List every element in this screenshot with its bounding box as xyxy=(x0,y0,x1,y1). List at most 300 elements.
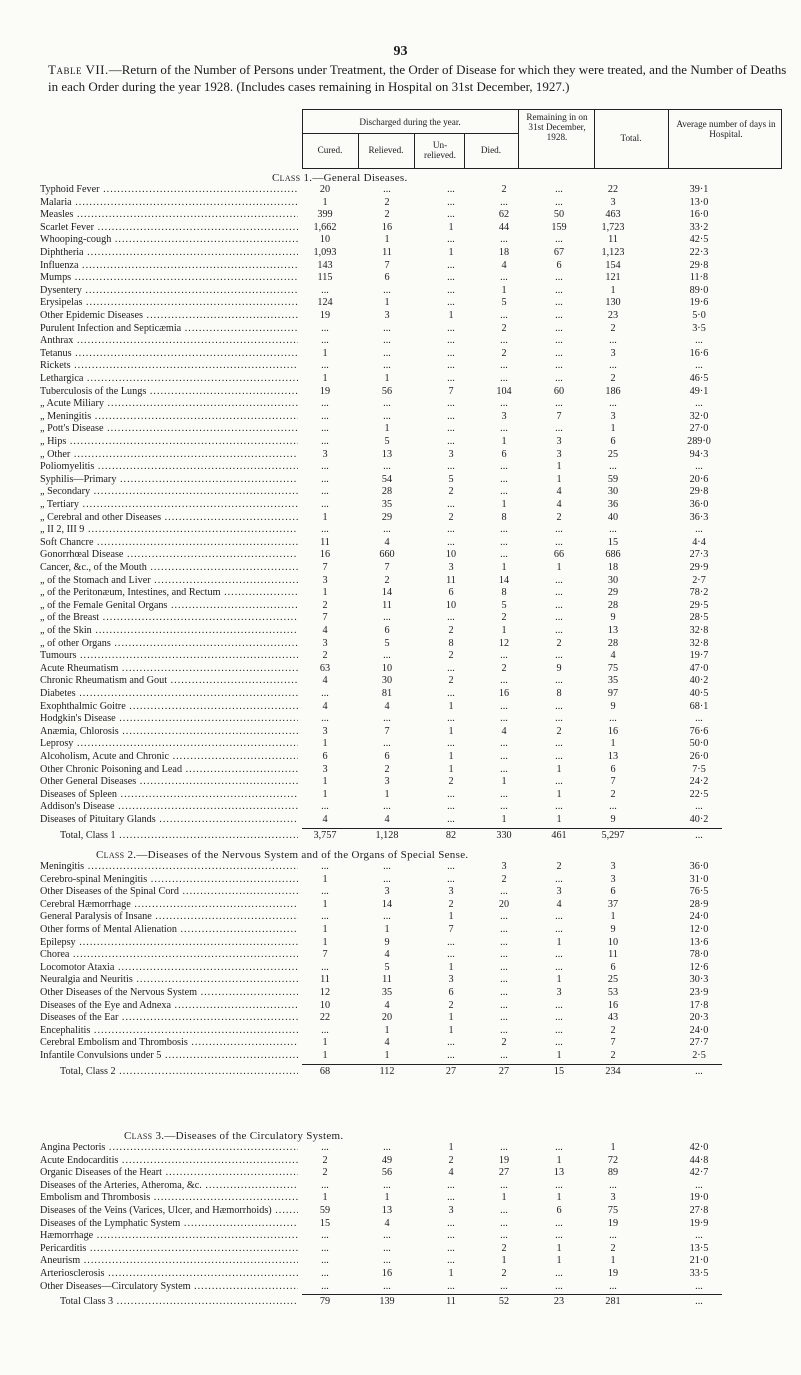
cured-cell: ... xyxy=(321,911,329,923)
died-cell: 2 xyxy=(501,184,507,195)
relieved-cell: 1 xyxy=(384,234,390,246)
average-days-cell: 44·8 xyxy=(689,1154,709,1166)
disease-label: Typhoid Fever ..... xyxy=(40,184,298,197)
total-cell: 25 xyxy=(607,974,619,986)
discharged-header: Discharged during the year. xyxy=(359,117,461,127)
average-days-cell: 27·8 xyxy=(689,1205,709,1216)
relieved-cell: 1 xyxy=(384,423,390,435)
cured-cell: 12 xyxy=(319,987,331,998)
average-days-cell: 21·0 xyxy=(689,1255,709,1267)
table-row xyxy=(40,974,785,987)
average-days-cell: 24·2 xyxy=(689,776,709,788)
total-cell: 13 xyxy=(607,751,619,762)
average-days-cell: 2·7 xyxy=(692,574,706,586)
disease-label: Other Diseases of the Nervous System ..... xyxy=(40,987,298,1000)
relieved-cell: ... xyxy=(383,1280,391,1292)
disease-label: Diabetes ..... xyxy=(40,688,298,701)
table-row xyxy=(40,1255,785,1268)
relieved-cell: ... xyxy=(383,713,391,725)
remaining-cell: 67 xyxy=(553,247,565,258)
table-row xyxy=(40,587,785,600)
disease-label: Acute Endocarditis ..... xyxy=(40,1155,298,1168)
died-cell: 4 xyxy=(501,259,507,271)
section-heading xyxy=(96,849,468,861)
unrelieved-cell: 82 xyxy=(445,829,457,841)
remaining-cell: ... xyxy=(555,536,563,548)
table-row xyxy=(40,373,785,386)
class-title: —Diseases of the Nervous System and of the Organs of Special Sense. xyxy=(136,849,469,861)
table-row xyxy=(40,499,785,512)
average-days-cell: 42·0 xyxy=(689,1142,709,1153)
died-cell: ... xyxy=(500,524,508,536)
disease-label: „ of the Breast ..... xyxy=(40,612,298,625)
unrelieved-cell: ... xyxy=(447,1280,455,1292)
total-cell: 22 xyxy=(607,184,619,195)
unrelieved-cell: 11 xyxy=(446,1296,456,1308)
remaining-cell: 9 xyxy=(556,662,562,674)
cured-cell: 4 xyxy=(322,625,328,636)
died-cell: 1 xyxy=(501,562,507,573)
unrelieved-cell: ... xyxy=(447,398,455,410)
died-cell: 14 xyxy=(498,574,510,586)
table-row xyxy=(40,1281,785,1294)
table-row xyxy=(40,197,785,210)
total-cell: 1,123 xyxy=(601,247,625,258)
relieved-cell: 54 xyxy=(381,473,393,485)
disease-label: Cerebral Hæmorrhage ..... xyxy=(40,899,298,912)
section-heading xyxy=(124,1130,343,1142)
unrelieved-cell: ... xyxy=(447,1255,455,1267)
relieved-cell: 11 xyxy=(382,974,392,986)
total-cell: 3 xyxy=(610,1192,616,1204)
average-days-cell: 20·6 xyxy=(689,473,709,485)
class-title: —General Diseases. xyxy=(312,172,408,184)
disease-label: Other General Diseases ..... xyxy=(40,776,298,789)
relieved-cell: 3 xyxy=(384,776,390,788)
unrelieved-cell: 2 xyxy=(448,511,454,523)
average-days-cell: ... xyxy=(695,801,703,813)
relieved-cell: 3 xyxy=(384,310,390,321)
cured-cell: 1,093 xyxy=(313,247,337,258)
table-row xyxy=(40,449,785,462)
cured-cell: ... xyxy=(321,322,329,334)
died-cell: ... xyxy=(500,788,508,800)
total-cell: 36 xyxy=(607,499,619,510)
table-row xyxy=(40,911,785,924)
relieved-cell: 4 xyxy=(384,814,390,825)
table-row xyxy=(40,1012,785,1025)
unrelieved-cell: ... xyxy=(447,410,455,422)
unrelieved-cell: ... xyxy=(447,360,455,372)
disease-label: Exophthalmic Goitre ..... xyxy=(40,701,298,714)
unrelieved-cell: 3 xyxy=(448,448,454,460)
cured-cell: ... xyxy=(321,1024,329,1036)
table-row xyxy=(40,436,785,449)
unrelieved-cell: ... xyxy=(447,612,455,624)
disease-label: Locomotor Ataxia ..... xyxy=(40,962,298,975)
died-cell: ... xyxy=(500,423,508,435)
relieved-cell: ... xyxy=(383,1179,391,1191)
died-cell: ... xyxy=(500,650,508,662)
remaining-cell: ... xyxy=(555,373,563,384)
table-row xyxy=(40,234,785,247)
disease-label: Hæmorrhage ..... xyxy=(40,1230,298,1243)
died-cell: 2 xyxy=(501,662,507,674)
disease-label: Other forms of Mental Alienation ..... xyxy=(40,924,298,937)
died-cell: ... xyxy=(500,801,508,813)
disease-label: Meningitis ..... xyxy=(40,861,298,874)
relieved-cell: ... xyxy=(383,650,391,662)
table-row xyxy=(40,650,785,663)
remaining-cell: ... xyxy=(555,423,563,435)
total-row xyxy=(40,1296,785,1309)
average-days-cell: 68·1 xyxy=(689,700,709,712)
table-row xyxy=(40,524,785,537)
average-days-cell: 50·0 xyxy=(689,738,709,750)
table-row xyxy=(40,801,785,814)
total-cell: 4 xyxy=(610,650,616,662)
cured-cell: 10 xyxy=(319,999,331,1011)
cured-cell: ... xyxy=(321,1230,329,1242)
total-cell: 2 xyxy=(610,1242,616,1254)
class-label: Class 3. xyxy=(124,1130,165,1142)
relieved-cell: ... xyxy=(383,801,391,813)
disease-label: Influenza ..... xyxy=(40,260,298,273)
total-cell: 3 xyxy=(610,410,616,422)
average-days-cell: 11·8 xyxy=(689,272,709,284)
table-row xyxy=(40,474,785,487)
total-row xyxy=(40,1066,785,1079)
unrelieved-cell: ... xyxy=(447,1179,455,1191)
disease-label: Alcoholism, Acute and Chronic ..... xyxy=(40,751,298,764)
remaining-cell: 3 xyxy=(556,436,562,447)
cured-cell: ... xyxy=(321,360,329,372)
average-days-cell: 13·5 xyxy=(689,1242,709,1254)
relieved-cell: 10 xyxy=(381,662,393,674)
unrelieved-cell: ... xyxy=(447,297,455,309)
unrelieved-cell: 1 xyxy=(448,1142,454,1153)
unrelieved-cell: 1 xyxy=(448,221,454,233)
remaining-cell: ... xyxy=(555,1142,563,1153)
unrelieved-cell: 2 xyxy=(448,1154,454,1166)
relieved-cell: 13 xyxy=(381,1205,393,1216)
average-days-cell: 27·0 xyxy=(689,423,709,435)
relieved-cell: 4 xyxy=(384,700,390,712)
remaining-cell: 2 xyxy=(556,637,562,649)
average-days-cell: 22·3 xyxy=(689,247,709,258)
died-cell: ... xyxy=(500,461,508,473)
relieved-cell: 6 xyxy=(384,751,390,762)
died-cell: 3 xyxy=(501,410,507,422)
table-row xyxy=(40,398,785,411)
table-row xyxy=(40,962,785,975)
average-days-cell: 36·0 xyxy=(689,861,709,872)
unrelieved-cell: 2 xyxy=(448,776,454,788)
relieved-cell: 14 xyxy=(381,587,393,599)
total-cell: 35 xyxy=(607,675,619,687)
died-cell: ... xyxy=(500,763,508,775)
total-cell: ... xyxy=(609,801,617,813)
cured-cell: ... xyxy=(321,1242,329,1254)
died-cell: 1 xyxy=(501,1255,507,1267)
remaining-cell: 461 xyxy=(551,829,567,841)
average-days-cell: 19·0 xyxy=(689,1192,709,1204)
cured-cell: 115 xyxy=(317,272,333,284)
disease-label: Diseases of the Lymphatic System ..... xyxy=(40,1218,298,1231)
relieved-cell: ... xyxy=(383,861,391,872)
disease-label: „ Other ..... xyxy=(40,449,298,462)
relieved-cell: ... xyxy=(383,347,391,359)
total-cell: 9 xyxy=(610,700,616,712)
died-cell: ... xyxy=(500,335,508,347)
average-days-cell: ... xyxy=(695,1296,703,1308)
died-cell: ... xyxy=(500,936,508,948)
disease-label: Syphilis—Primary ..... xyxy=(40,474,298,487)
cured-cell: 1 xyxy=(322,776,328,788)
disease-label: „ Tertiary ..... xyxy=(40,499,298,512)
cured-cell: 10 xyxy=(319,234,331,246)
cured-cell: ... xyxy=(321,886,329,898)
table-row xyxy=(40,663,785,676)
remaining-cell: ... xyxy=(555,272,563,284)
died-cell: 16 xyxy=(498,688,510,699)
died-header: Died. xyxy=(480,145,502,155)
disease-label: Diseases of the Veins (Varices, Ulcer, and Hæmorrhoids) ..... xyxy=(40,1205,298,1218)
cured-cell: 1 xyxy=(322,347,328,359)
disease-label: Purulent Infection and Septicæmia ..... xyxy=(40,323,298,336)
remaining-cell: ... xyxy=(555,1037,563,1049)
cured-cell: ... xyxy=(321,461,329,473)
disease-label: „ Hips ..... xyxy=(40,436,298,449)
remaining-cell: ... xyxy=(555,1024,563,1036)
disease-label: Encephalitis ..... xyxy=(40,1025,298,1038)
cured-cell: 1 xyxy=(322,924,328,935)
class-label: Class 2. xyxy=(96,849,137,861)
cured-cell: 1 xyxy=(322,1050,328,1061)
table-row xyxy=(40,1205,785,1218)
disease-label: „ Pott's Disease ..... xyxy=(40,423,298,436)
relieved-cell: 20 xyxy=(381,1012,393,1024)
unrelieved-header: Un-relieved. xyxy=(424,140,456,160)
average-days-cell: 28·5 xyxy=(689,612,709,624)
unrelieved-cell: ... xyxy=(447,873,455,885)
relieved-cell: 2 xyxy=(384,574,390,586)
disease-label: „ of the Female Genital Organs ..... xyxy=(40,600,298,613)
unrelieved-cell: ... xyxy=(447,335,455,347)
table-row xyxy=(40,949,785,962)
remaining-cell: ... xyxy=(555,398,563,410)
relieved-cell: 56 xyxy=(381,1167,393,1179)
cured-header: Cured. xyxy=(317,145,343,155)
died-cell: 1 xyxy=(501,436,507,447)
cured-cell: 11 xyxy=(320,974,330,986)
unrelieved-cell: ... xyxy=(447,738,455,750)
relieved-cell: 4 xyxy=(384,1037,390,1049)
total-cell: 2 xyxy=(610,788,616,800)
relieved-cell: 2 xyxy=(384,763,390,775)
average-days-cell: 29·8 xyxy=(689,259,709,271)
average-days-cell: 31·0 xyxy=(689,873,709,885)
remaining-cell: ... xyxy=(555,675,563,687)
unrelieved-cell: ... xyxy=(447,196,455,208)
total-cell: ... xyxy=(609,1280,617,1292)
disease-label: Other Diseases of the Spinal Cord ..... xyxy=(40,886,298,899)
cured-cell: ... xyxy=(321,499,329,510)
relieved-cell: ... xyxy=(383,1242,391,1254)
cured-cell: 1 xyxy=(322,373,328,384)
table-row xyxy=(40,310,785,323)
disease-label: „ of other Organs ..... xyxy=(40,638,298,651)
remaining-cell: 66 xyxy=(553,549,565,561)
unrelieved-cell: ... xyxy=(447,436,455,447)
cured-cell: 1 xyxy=(322,1037,328,1049)
remaining-cell: 15 xyxy=(553,1065,565,1077)
table-row xyxy=(40,924,785,937)
average-days-cell: ... xyxy=(695,335,703,347)
average-days-cell: ... xyxy=(695,1280,703,1292)
cured-cell: 7 xyxy=(322,562,328,573)
disease-label: „ Meningitis ..... xyxy=(40,411,298,424)
cured-cell: ... xyxy=(321,713,329,725)
disease-label: „ of the Skin ..... xyxy=(40,625,298,638)
remaining-cell: ... xyxy=(555,184,563,195)
average-days-cell: 16·0 xyxy=(689,209,709,221)
total-cell: 75 xyxy=(607,662,619,674)
table-row xyxy=(40,360,785,373)
table-row xyxy=(40,1243,785,1256)
total-cell: ... xyxy=(609,398,617,410)
total-cell: 25 xyxy=(607,448,619,460)
average-days-cell: 47·0 xyxy=(689,662,709,674)
died-cell: ... xyxy=(500,549,508,561)
died-cell: 62 xyxy=(498,209,510,221)
remaining-cell: 1 xyxy=(556,936,562,948)
total-cell: 686 xyxy=(605,549,621,561)
died-cell: 1 xyxy=(501,625,507,636)
died-cell: 1 xyxy=(501,814,507,825)
died-cell: 44 xyxy=(498,221,510,233)
died-cell: 330 xyxy=(496,829,512,841)
relieved-cell: 13 xyxy=(381,448,393,460)
total-cell: 6 xyxy=(610,961,616,973)
relieved-cell: 11 xyxy=(382,247,392,258)
table-row xyxy=(40,209,785,222)
cured-cell: 4 xyxy=(322,814,328,825)
disease-label: Arteriosclerosis ..... xyxy=(40,1268,298,1281)
died-cell: ... xyxy=(500,1230,508,1242)
average-days-cell: 19·9 xyxy=(689,1217,709,1229)
cured-cell: 1 xyxy=(322,873,328,885)
disease-label: Whooping-cough ..... xyxy=(40,234,298,247)
average-days-cell: 17·8 xyxy=(689,999,709,1011)
died-cell: ... xyxy=(500,1050,508,1061)
disease-label: Embolism and Thrombosis ..... xyxy=(40,1192,298,1205)
relieved-cell: ... xyxy=(383,410,391,422)
died-cell: ... xyxy=(500,234,508,246)
table-row xyxy=(40,184,785,197)
died-cell: ... xyxy=(500,751,508,762)
table-row xyxy=(40,874,785,887)
average-days-cell: 28·9 xyxy=(689,898,709,910)
unrelieved-cell: ... xyxy=(447,499,455,510)
died-cell: 1 xyxy=(501,499,507,510)
table-row xyxy=(40,423,785,436)
remaining-cell: ... xyxy=(555,347,563,359)
unrelieved-cell: 6 xyxy=(448,587,454,599)
relieved-cell: 1 xyxy=(384,924,390,935)
total-cell: 7 xyxy=(610,776,616,788)
remaining-cell: 4 xyxy=(556,486,562,498)
total-cell: 6 xyxy=(610,763,616,775)
disease-label: „ Cerebral and other Diseases ..... xyxy=(40,512,298,525)
died-cell: ... xyxy=(500,310,508,321)
table-row xyxy=(40,1155,785,1168)
unrelieved-cell: ... xyxy=(447,1050,455,1061)
remaining-cell: ... xyxy=(555,650,563,662)
remaining-cell: ... xyxy=(555,911,563,923)
disease-label: Organic Diseases of the Heart ..... xyxy=(40,1167,298,1180)
unrelieved-cell: 3 xyxy=(448,886,454,898)
average-days-cell: 32·8 xyxy=(689,637,709,649)
average-days-cell: 33·5 xyxy=(689,1268,709,1279)
average-days-cell: 76·5 xyxy=(689,886,709,898)
average-days-cell: 78·0 xyxy=(689,949,709,961)
cured-cell: 7 xyxy=(322,612,328,624)
unrelieved-cell: 5 xyxy=(448,473,454,485)
relieved-cell: 5 xyxy=(384,961,390,973)
disease-label: Diseases of Spleen ..... xyxy=(40,789,298,802)
relieved-cell: ... xyxy=(383,873,391,885)
remaining-cell: ... xyxy=(555,999,563,1011)
cured-cell: 22 xyxy=(319,1012,331,1024)
relieved-cell: 6 xyxy=(384,625,390,636)
relieved-cell: 29 xyxy=(381,511,393,523)
unrelieved-cell: 3 xyxy=(448,974,454,986)
table-caption-text: —Return of the Number of Persons under Treatment, the Order of Disease for which they were treated, and the Number of Deaths in each Order during the year 1928. (Includes cases remaining in Hospital on 31st December, 1927.) xyxy=(48,62,787,94)
cured-cell: ... xyxy=(321,284,329,296)
disease-label: Acute Rheumatism ..... xyxy=(40,663,298,676)
class-label: Class 1. xyxy=(272,172,313,184)
remaining-cell: ... xyxy=(555,700,563,712)
disease-label: Measles ..... xyxy=(40,209,298,222)
relieved-header: Relieved. xyxy=(368,145,404,155)
cured-cell: 124 xyxy=(317,297,333,309)
relieved-cell: ... xyxy=(383,461,391,473)
average-days-cell: 3·5 xyxy=(692,322,706,334)
table-row xyxy=(40,297,785,310)
unrelieved-cell: 1 xyxy=(448,1012,454,1024)
remaining-cell: ... xyxy=(555,612,563,624)
died-cell: ... xyxy=(500,536,508,548)
relieved-cell: 660 xyxy=(379,549,395,561)
died-cell: ... xyxy=(500,272,508,284)
table-row xyxy=(40,247,785,260)
total-rule xyxy=(302,828,722,829)
total-cell: 2 xyxy=(610,373,616,384)
cured-cell: 3,757 xyxy=(313,829,337,841)
table-row xyxy=(40,861,785,874)
unrelieved-cell: 1 xyxy=(448,1024,454,1036)
cured-cell: 68 xyxy=(319,1065,331,1077)
disease-label: Gonorrhœal Disease ..... xyxy=(40,549,298,562)
cured-cell: ... xyxy=(321,1280,329,1292)
unrelieved-cell: 10 xyxy=(445,599,457,611)
disease-label: General Paralysis of Insane ..... xyxy=(40,911,298,924)
total-row xyxy=(40,830,785,843)
table-row xyxy=(40,260,785,273)
total-cell: 1 xyxy=(610,911,616,923)
died-cell: 27 xyxy=(498,1167,510,1179)
